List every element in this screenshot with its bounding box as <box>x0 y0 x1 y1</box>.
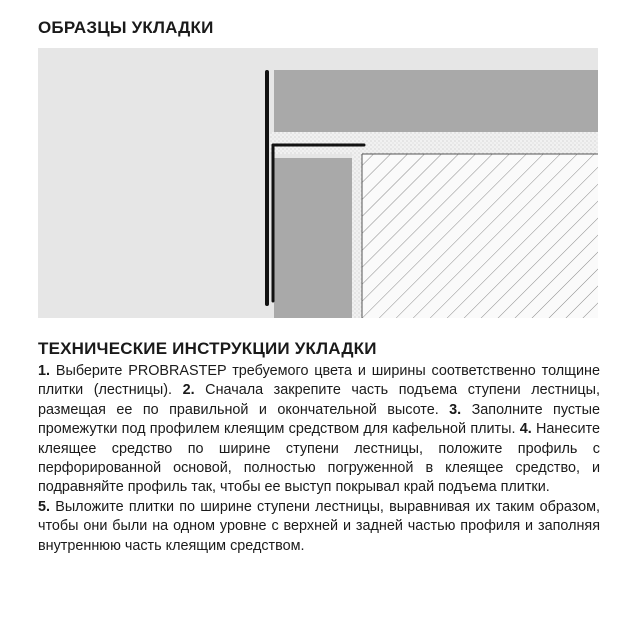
step-1-number: 1. <box>38 363 51 379</box>
step-3-number: 3. <box>449 401 462 418</box>
samples-title: ОБРАЗЦЫ УКЛАДКИ <box>38 18 214 37</box>
instructions-text <box>38 362 600 556</box>
riser-tile <box>274 158 352 318</box>
step-1-text: Выберите PROBRASTEP требуемого цвета и ширины соответственно толщине плитки (лестницы). <box>38 363 600 399</box>
instructions-paragraph-1 <box>38 362 600 498</box>
substrate-hatched <box>362 154 598 318</box>
step-2-number: 2. <box>182 382 195 399</box>
step-5-text: Выложите плитки по ширине ступени лестницы, выравнивая их таким образом, чтобы они были на одном уровне с верхней и задней частью профиля и заполняя внутреннюю часть клеящим средством. <box>38 498 600 554</box>
adhesive-horizontal <box>270 132 598 154</box>
step-2-text: Сначала закрепите часть подъема ступени лестницы, размещая ее по правильной и окончательной высоте. <box>38 382 600 418</box>
adhesive-vertical <box>352 132 362 318</box>
step-4-number: 4. <box>519 421 532 438</box>
step-5-number: 5. <box>38 498 51 515</box>
step-4-text: Нанесите клеящее средство по ширине ступени лестницы, положите профиль с перфорированной основой, полностью погруженной в клеящее средство, и подравняйте профиль так, чтобы ее выступ покрывал край подъема плитки. <box>38 421 600 496</box>
instructions-title: ТЕХНИЧЕСКИЕ ИНСТРУКЦИИ УКЛАДКИ <box>38 339 377 358</box>
instructions-paragraph-2 <box>38 498 600 556</box>
tread-tile <box>274 70 598 132</box>
installation-diagram <box>38 48 598 318</box>
step-3-text: Заполните пустые промежутки под профилем клеящим средством для кафельной плиты. <box>38 401 600 438</box>
